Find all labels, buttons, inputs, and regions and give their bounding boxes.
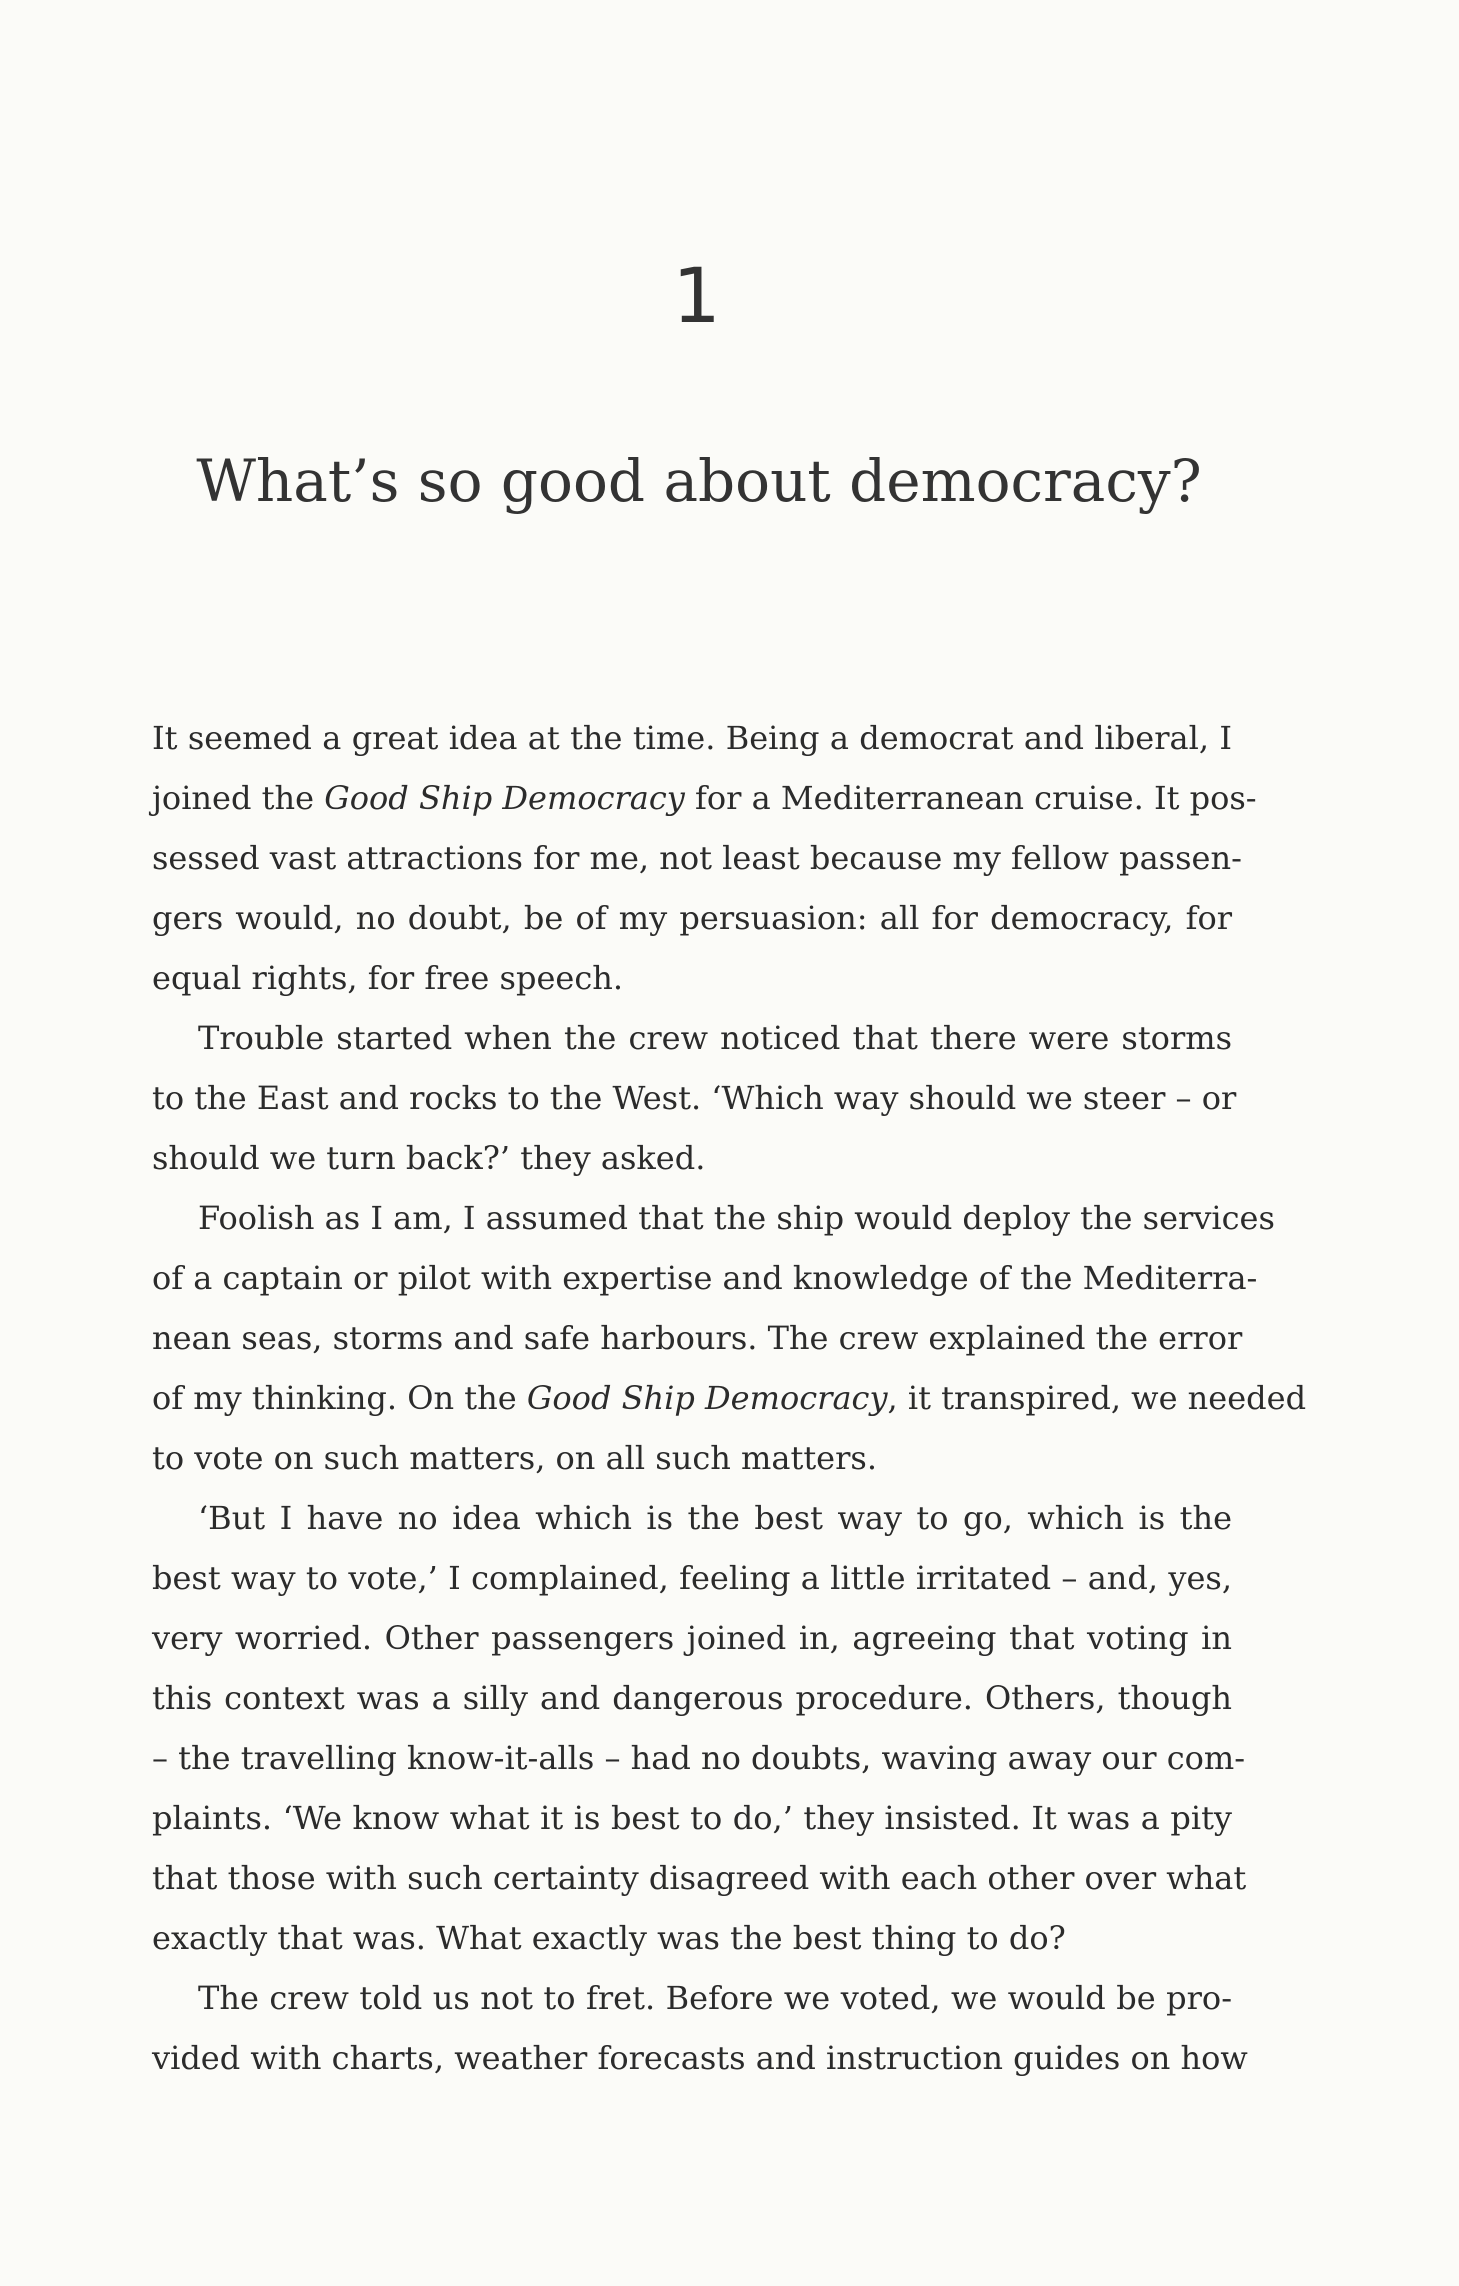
text-line: this context was a silly and dangerous procedure. Others, though: [152, 1679, 1232, 1717]
paragraph: [152, 708, 1257, 1008]
italic-title: Good Ship Democracy: [324, 779, 685, 817]
text-line: of a captain or pilot with expertise and knowledge of the Mediterra-: [152, 1259, 1258, 1297]
text-line: gers would, no doubt, be of my persuasion: all for democracy, for: [152, 899, 1232, 937]
text-line: Foolish as I am, I assumed that the ship would deploy the services: [198, 1199, 1275, 1237]
text-line: It seemed a great idea at the time. Being a democrat and liberal, I: [152, 719, 1232, 757]
text-line: best way to vote,’ I complained, feeling a little irritated – and, yes,: [152, 1559, 1232, 1597]
paragraph: [152, 1188, 1307, 1488]
text-line: that those with such certainty disagreed with each other over what: [152, 1859, 1247, 1897]
text-line: to the East and rocks to the West. ‘Which way should we steer – or: [152, 1079, 1237, 1117]
chapter-title: What’s so good about democracy?: [196, 447, 1202, 515]
text-line: exactly that was. What exactly was the best thing to do?: [152, 1919, 1066, 1957]
text-line: should we turn back?’ they asked.: [152, 1139, 706, 1177]
text-line: very worried. Other passengers joined in, agreeing that voting in: [152, 1619, 1232, 1657]
text-line: plaints. ‘We know what it is best to do,’ they insisted. It was a pity: [152, 1799, 1232, 1837]
text-line: sessed vast attractions for me, not least because my fellow passen-: [152, 839, 1242, 877]
paragraph: [152, 1008, 1237, 1188]
text-line: equal rights, for free speech.: [152, 959, 624, 997]
text-line: ‘But I have no idea which is the best way to go, which is the: [198, 1499, 1232, 1537]
italic-title: Good Ship Democracy: [526, 1379, 888, 1417]
text-line: to vote on such matters, on all such matters.: [152, 1439, 877, 1477]
text-line: vided with charts, weather forecasts and instruction guides on how: [152, 2039, 1248, 2077]
text-line: nean seas, storms and safe harbours. The crew explained the error: [152, 1319, 1243, 1357]
text-line: joined the Good Ship Democracy for a Mediterranean cruise. It pos-: [152, 779, 1257, 817]
text-line: Trouble started when the crew noticed that there were storms: [198, 1019, 1232, 1057]
text-line: – the travelling know-it-alls – had no doubts, waving away our com-: [152, 1739, 1246, 1777]
chapter-number: 1: [672, 251, 721, 340]
text-line: of my thinking. On the Good Ship Democracy, it transpired, we needed: [152, 1379, 1307, 1417]
paragraph: [152, 1488, 1247, 1968]
chapter-body-text: [152, 708, 1307, 2088]
paragraph: [152, 1968, 1248, 2088]
text-line: The crew told us not to fret. Before we voted, we would be pro-: [198, 1979, 1232, 2017]
